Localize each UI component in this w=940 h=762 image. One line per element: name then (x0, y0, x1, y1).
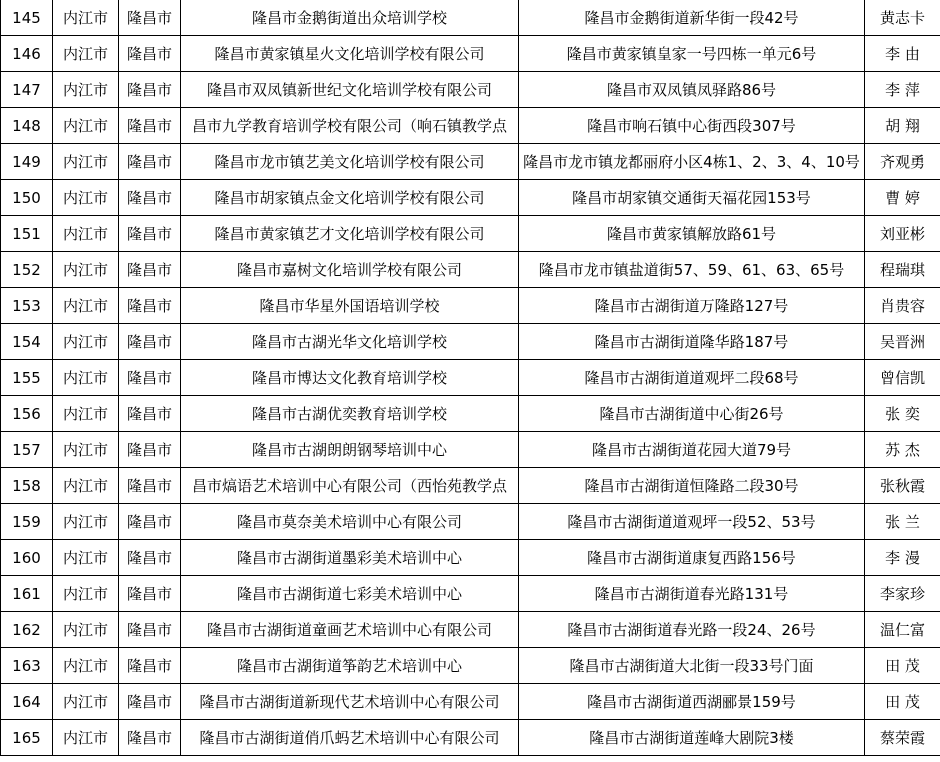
school-name-cell: 隆昌市古湖街道俏爪蚂艺术培训中心有限公司 (181, 720, 519, 756)
county-cell: 隆昌市 (119, 36, 181, 72)
school-name-cell: 隆昌市古湖街道墨彩美术培训中心 (181, 540, 519, 576)
table-row (1, 180, 940, 216)
row-number-cell: 150 (1, 180, 53, 216)
city-cell: 内江市 (53, 504, 119, 540)
address-cell: 隆昌市古湖街道春光路一段24、26号 (519, 612, 865, 648)
row-number-cell: 165 (1, 720, 53, 756)
school-name-cell: 隆昌市古湖街道童画艺术培训中心有限公司 (181, 612, 519, 648)
address-cell: 隆昌市胡家镇交通街天福花园153号 (519, 180, 865, 216)
contact-person-cell: 齐观勇 (865, 144, 940, 180)
table-row (1, 108, 940, 144)
school-name-cell: 隆昌市胡家镇点金文化培训学校有限公司 (181, 180, 519, 216)
table-body (1, 0, 940, 756)
county-cell: 隆昌市 (119, 468, 181, 504)
school-name-cell: 隆昌市古湖街道七彩美术培训中心 (181, 576, 519, 612)
contact-person-cell: 肖贵容 (865, 288, 940, 324)
table-row (1, 432, 940, 468)
contact-person-cell: 曾信凯 (865, 360, 940, 396)
address-cell: 隆昌市古湖街道道观坪二段68号 (519, 360, 865, 396)
address-cell: 隆昌市响石镇中心街西段307号 (519, 108, 865, 144)
school-name-cell: 隆昌市古湖朗朗钢琴培训中心 (181, 432, 519, 468)
city-cell: 内江市 (53, 324, 119, 360)
row-number-cell: 152 (1, 252, 53, 288)
row-number-cell: 158 (1, 468, 53, 504)
school-name-cell: 隆昌市古湖街道新现代艺术培训中心有限公司 (181, 684, 519, 720)
school-name-cell: 隆昌市龙市镇艺美文化培训学校有限公司 (181, 144, 519, 180)
contact-person-cell: 李 萍 (865, 72, 940, 108)
county-cell: 隆昌市 (119, 252, 181, 288)
county-cell: 隆昌市 (119, 288, 181, 324)
address-cell: 隆昌市金鹅街道新华街一段42号 (519, 0, 865, 36)
school-name-cell: 隆昌市古湖街道筝韵艺术培训中心 (181, 648, 519, 684)
county-cell: 隆昌市 (119, 396, 181, 432)
row-number-cell: 151 (1, 216, 53, 252)
county-cell: 隆昌市 (119, 108, 181, 144)
address-cell: 隆昌市古湖街道万隆路127号 (519, 288, 865, 324)
school-name-cell: 隆昌市黄家镇艺才文化培训学校有限公司 (181, 216, 519, 252)
row-number-cell: 164 (1, 684, 53, 720)
city-cell: 内江市 (53, 360, 119, 396)
address-cell: 隆昌市双凤镇凤驿路86号 (519, 72, 865, 108)
county-cell: 隆昌市 (119, 0, 181, 36)
city-cell: 内江市 (53, 72, 119, 108)
table-row (1, 684, 940, 720)
county-cell: 隆昌市 (119, 540, 181, 576)
row-number-cell: 153 (1, 288, 53, 324)
address-cell: 隆昌市古湖街道恒隆路二段30号 (519, 468, 865, 504)
city-cell: 内江市 (53, 540, 119, 576)
city-cell: 内江市 (53, 216, 119, 252)
table-row (1, 720, 940, 756)
city-cell: 内江市 (53, 648, 119, 684)
table-row (1, 144, 940, 180)
row-number-cell: 155 (1, 360, 53, 396)
contact-person-cell: 曹 婷 (865, 180, 940, 216)
address-cell: 隆昌市龙市镇盐道街57、59、61、63、65号 (519, 252, 865, 288)
table-row (1, 360, 940, 396)
table-row (1, 396, 940, 432)
county-cell: 隆昌市 (119, 360, 181, 396)
school-name-cell: 隆昌市古湖优奕教育培训学校 (181, 396, 519, 432)
county-cell: 隆昌市 (119, 720, 181, 756)
school-name-cell: 隆昌市金鹅街道出众培训学校 (181, 0, 519, 36)
address-cell: 隆昌市古湖街道大北街一段33号门面 (519, 648, 865, 684)
table-row (1, 0, 940, 36)
school-name-cell: 隆昌市双凤镇新世纪文化培训学校有限公司 (181, 72, 519, 108)
row-number-cell: 156 (1, 396, 53, 432)
table-row (1, 576, 940, 612)
row-number-cell: 149 (1, 144, 53, 180)
city-cell: 内江市 (53, 684, 119, 720)
school-name-cell: 隆昌市华星外国语培训学校 (181, 288, 519, 324)
table-row (1, 468, 940, 504)
address-cell: 隆昌市古湖街道中心街26号 (519, 396, 865, 432)
school-name-cell: 昌市九学教育培训学校有限公司（响石镇教学点 (181, 108, 519, 144)
row-number-cell: 154 (1, 324, 53, 360)
contact-person-cell: 胡 翔 (865, 108, 940, 144)
contact-person-cell: 程瑞琪 (865, 252, 940, 288)
city-cell: 内江市 (53, 576, 119, 612)
contact-person-cell: 田 茂 (865, 684, 940, 720)
contact-person-cell: 刘亚彬 (865, 216, 940, 252)
county-cell: 隆昌市 (119, 432, 181, 468)
contact-person-cell: 温仁富 (865, 612, 940, 648)
row-number-cell: 157 (1, 432, 53, 468)
contact-person-cell: 李家珍 (865, 576, 940, 612)
row-number-cell: 160 (1, 540, 53, 576)
table-row (1, 648, 940, 684)
school-name-cell: 隆昌市博达文化教育培训学校 (181, 360, 519, 396)
row-number-cell: 161 (1, 576, 53, 612)
city-cell: 内江市 (53, 468, 119, 504)
city-cell: 内江市 (53, 720, 119, 756)
address-cell: 隆昌市古湖街道隆华路187号 (519, 324, 865, 360)
city-cell: 内江市 (53, 252, 119, 288)
county-cell: 隆昌市 (119, 504, 181, 540)
address-cell: 隆昌市黄家镇皇家一号四栋一单元6号 (519, 36, 865, 72)
row-number-cell: 159 (1, 504, 53, 540)
city-cell: 内江市 (53, 396, 119, 432)
county-cell: 隆昌市 (119, 612, 181, 648)
county-cell: 隆昌市 (119, 144, 181, 180)
county-cell: 隆昌市 (119, 216, 181, 252)
school-name-cell: 隆昌市嘉树文化培训学校有限公司 (181, 252, 519, 288)
table-row (1, 540, 940, 576)
city-cell: 内江市 (53, 432, 119, 468)
address-cell: 隆昌市古湖街道春光路131号 (519, 576, 865, 612)
city-cell: 内江市 (53, 612, 119, 648)
county-cell: 隆昌市 (119, 324, 181, 360)
contact-person-cell: 李 漫 (865, 540, 940, 576)
city-cell: 内江市 (53, 288, 119, 324)
table-row (1, 288, 940, 324)
contact-person-cell: 苏 杰 (865, 432, 940, 468)
school-name-cell: 隆昌市古湖光华文化培训学校 (181, 324, 519, 360)
county-cell: 隆昌市 (119, 180, 181, 216)
address-cell: 隆昌市古湖街道康复西路156号 (519, 540, 865, 576)
address-cell: 隆昌市龙市镇龙都丽府小区4栋1、2、3、4、10号 (519, 144, 865, 180)
table-row (1, 252, 940, 288)
table-row (1, 72, 940, 108)
city-cell: 内江市 (53, 36, 119, 72)
row-number-cell: 145 (1, 0, 53, 36)
row-number-cell: 163 (1, 648, 53, 684)
school-name-cell: 昌市熇语艺术培训中心有限公司（西怡苑教学点 (181, 468, 519, 504)
school-name-cell: 隆昌市莫奈美术培训中心有限公司 (181, 504, 519, 540)
address-cell: 隆昌市古湖街道莲峰大剧院3楼 (519, 720, 865, 756)
address-cell: 隆昌市古湖街道花园大道79号 (519, 432, 865, 468)
row-number-cell: 146 (1, 36, 53, 72)
county-cell: 隆昌市 (119, 648, 181, 684)
row-number-cell: 162 (1, 612, 53, 648)
row-number-cell: 148 (1, 108, 53, 144)
city-cell: 内江市 (53, 0, 119, 36)
contact-person-cell: 张 兰 (865, 504, 940, 540)
contact-person-cell: 田 茂 (865, 648, 940, 684)
address-cell: 隆昌市黄家镇解放路61号 (519, 216, 865, 252)
county-cell: 隆昌市 (119, 576, 181, 612)
contact-person-cell: 李 由 (865, 36, 940, 72)
city-cell: 内江市 (53, 180, 119, 216)
contact-person-cell: 吴晋洲 (865, 324, 940, 360)
table-row (1, 216, 940, 252)
school-name-cell: 隆昌市黄家镇星火文化培训学校有限公司 (181, 36, 519, 72)
table-row (1, 612, 940, 648)
county-cell: 隆昌市 (119, 72, 181, 108)
table-row (1, 324, 940, 360)
address-cell: 隆昌市古湖街道西湖郦景159号 (519, 684, 865, 720)
contact-person-cell: 张秋霞 (865, 468, 940, 504)
city-cell: 内江市 (53, 144, 119, 180)
table-row (1, 504, 940, 540)
row-number-cell: 147 (1, 72, 53, 108)
contact-person-cell: 张 奕 (865, 396, 940, 432)
city-cell: 内江市 (53, 108, 119, 144)
contact-person-cell: 蔡荣霞 (865, 720, 940, 756)
address-cell: 隆昌市古湖街道道观坪一段52、53号 (519, 504, 865, 540)
county-cell: 隆昌市 (119, 684, 181, 720)
contact-person-cell: 黄志卡 (865, 0, 940, 36)
table-row (1, 36, 940, 72)
